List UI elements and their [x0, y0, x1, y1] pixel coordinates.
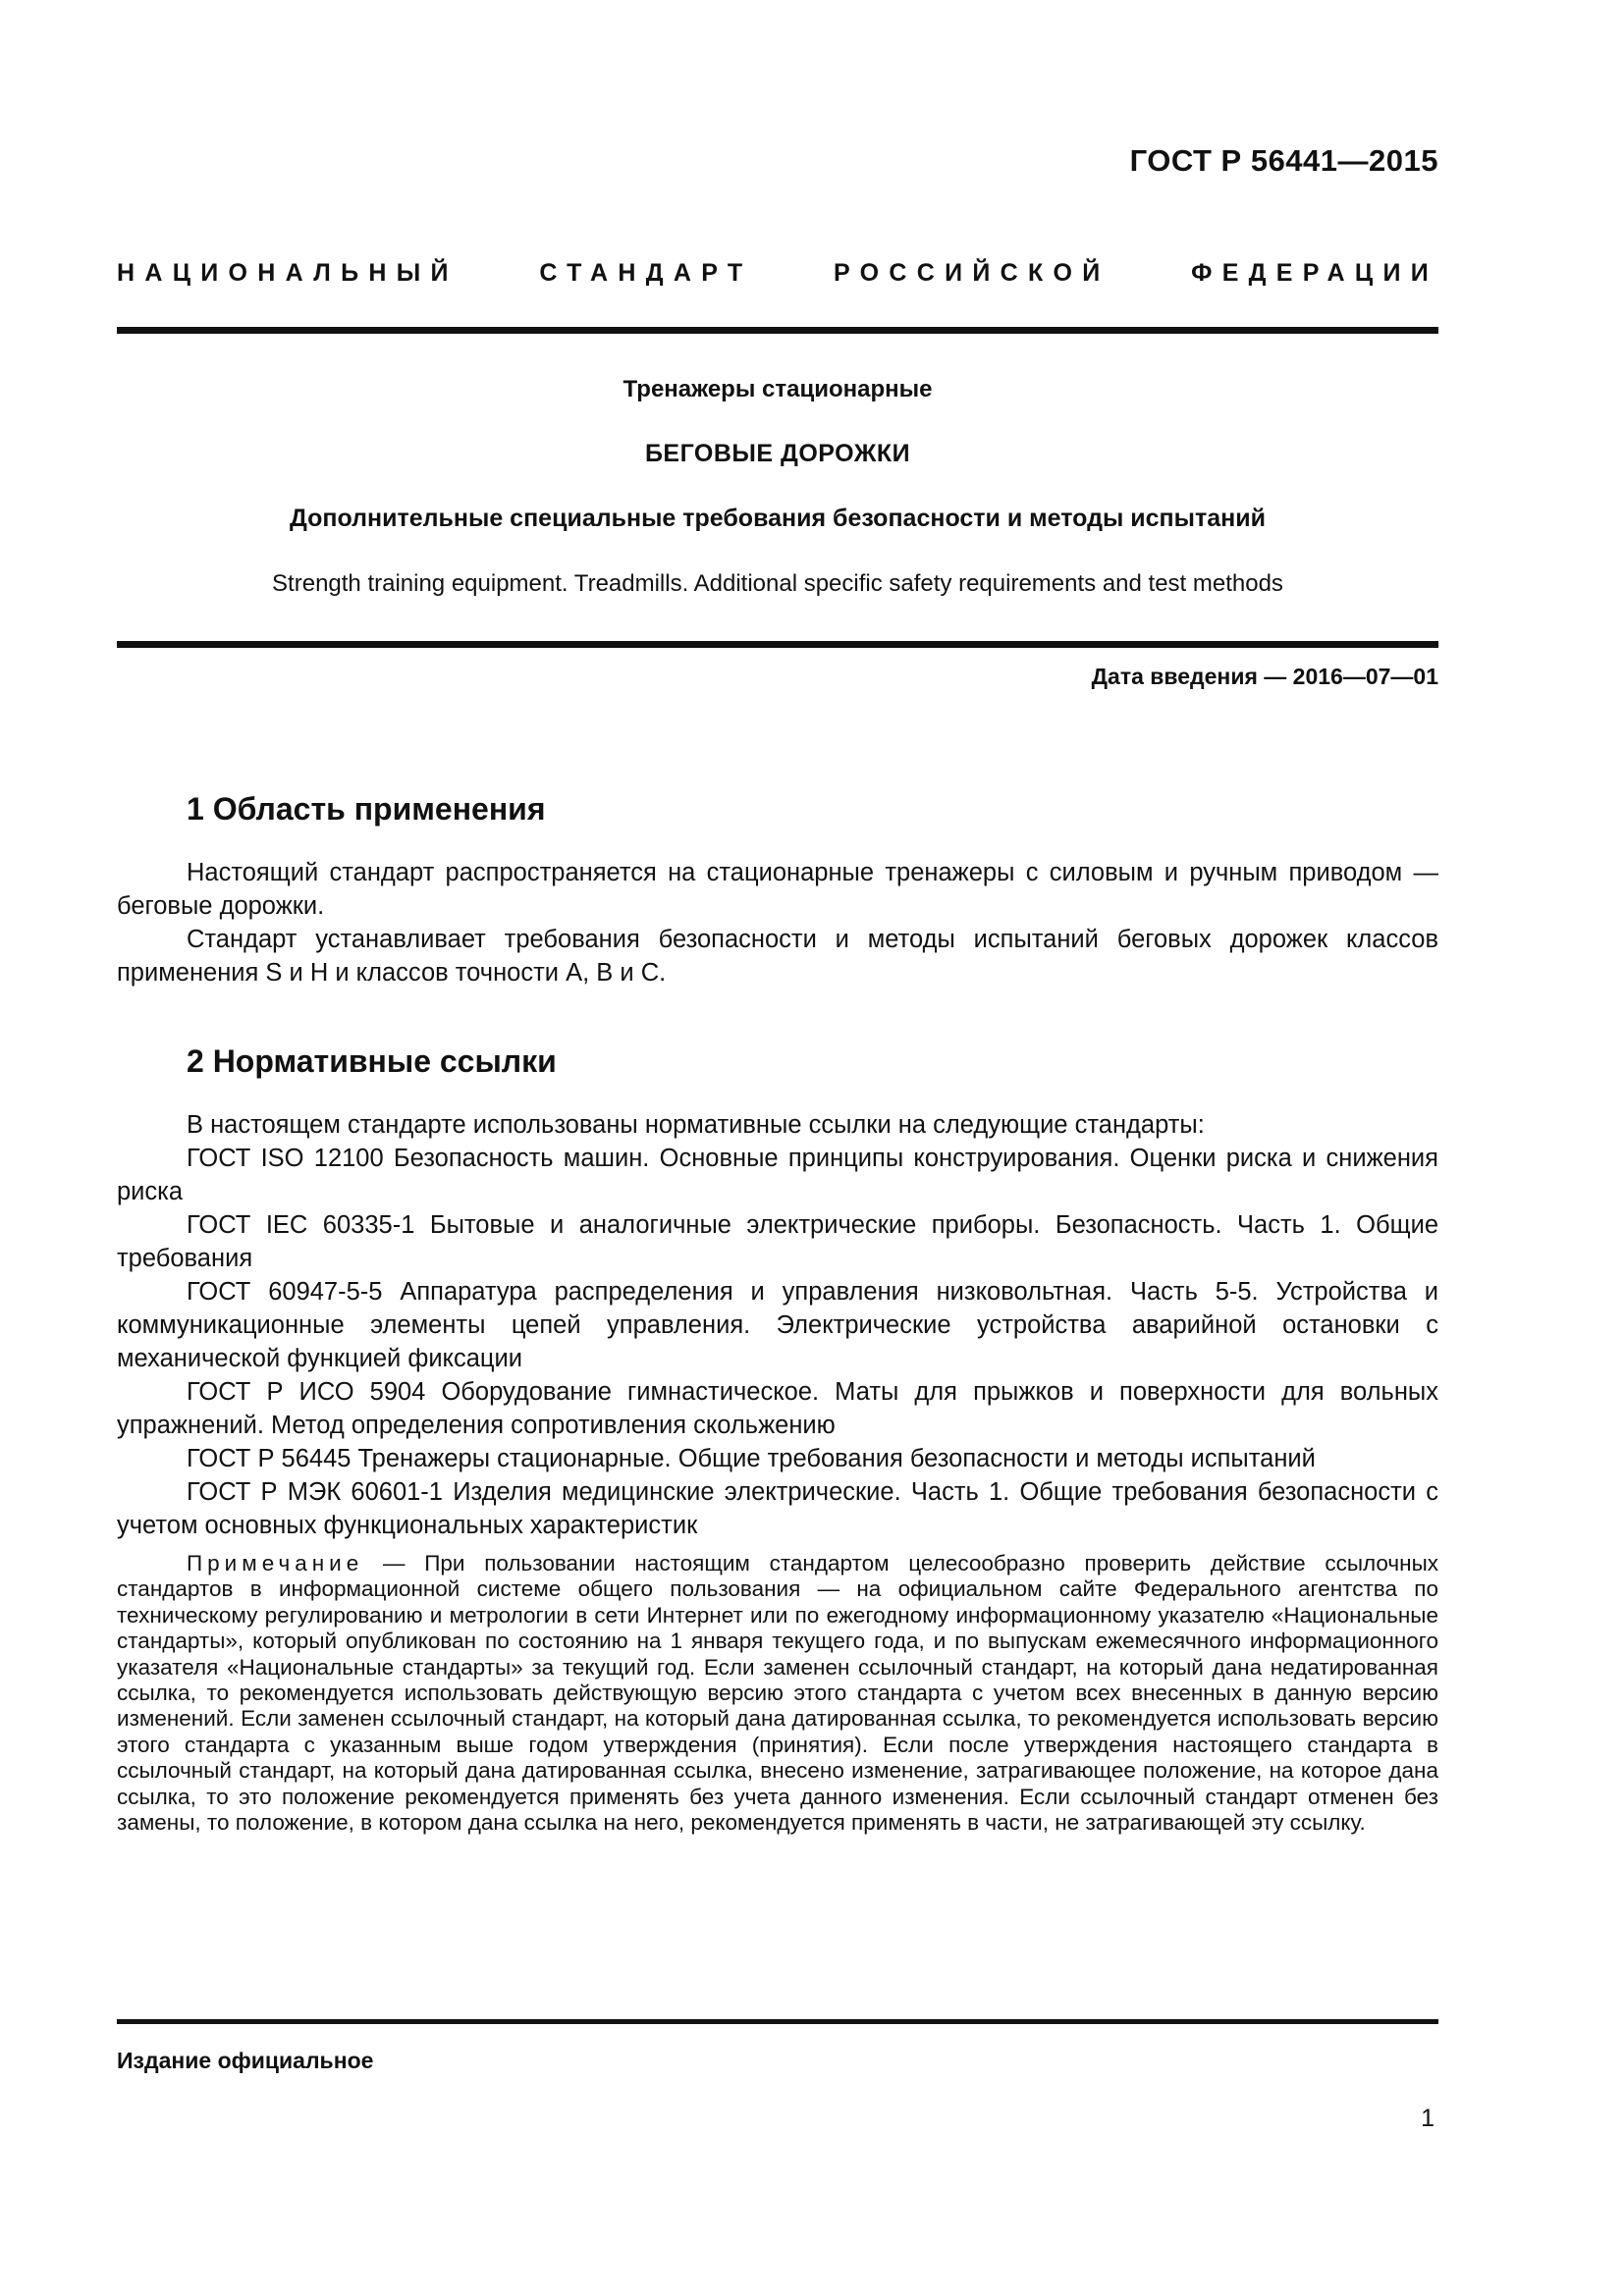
section-1-heading: 1 Область применения — [187, 791, 546, 827]
national-standard-title: НАЦИОНАЛЬНЫЙ СТАНДАРТ РОССИЙСКОЙ ФЕДЕРАЦИИ — [117, 259, 1438, 287]
paragraph: Стандарт устанавливает требования безопасности и методы испытаний беговых дорожек классов применения S и H и классов точности A, B и C. — [117, 926, 1438, 987]
note — [117, 1551, 1438, 1836]
page-number: 1 — [1421, 2105, 1435, 2132]
title-group: Тренажеры стационарные — [623, 376, 933, 402]
title-main: БЕГОВЫЕ ДОРОЖКИ — [644, 440, 911, 467]
standard-number: ГОСТ Р 56441—2015 — [1129, 143, 1438, 178]
title-rule — [117, 641, 1438, 648]
reference-item: ГОСТ Р МЭК 60601-1 Изделия медицинские электрические. Часть 1. Общие требования безопасности с учетом основных функциональных характеристик — [117, 1478, 1438, 1539]
title-english: Strength training equipment. Treadmills. Additional specific safety requirements and test methods — [272, 570, 1283, 597]
footer-rule — [117, 2019, 1438, 2024]
reference-item: ГОСТ Р ИСО 5904 Оборудование гимнастическое. Маты для прыжков и поверхности для вольных упражнений. Метод определения сопротивления скольжению — [117, 1378, 1438, 1439]
reference-item: ГОСТ ISO 12100 Безопасность машин. Основные принципы конструирования. Оценки риска и снижения риска — [117, 1145, 1438, 1205]
section-2-heading: 2 Нормативные ссылки — [187, 1043, 557, 1079]
paragraph: В настоящем стандарте использованы нормативные ссылки на следующие стандарты: — [187, 1111, 1205, 1139]
section-2-body — [117, 1108, 1438, 1542]
reference-item: ГОСТ 60947-5-5 Аппаратура распределения и управления низковольтная. Часть 5-5. Устройства и коммуникационные элементы цепей управления. Электрические устройства аварийной остановки с механической функцией фиксации — [117, 1278, 1438, 1372]
edition-label: Издание официальное — [117, 2048, 374, 2073]
paragraph: Настоящий стандарт распространяется на стационарные тренажеры с силовым и ручным приводом — беговые дорожки. — [117, 859, 1438, 920]
section-1-body — [117, 856, 1438, 989]
title-subtitle: Дополнительные специальные требования безопасности и методы испытаний — [290, 505, 1266, 532]
note-label: Примечание — [187, 1551, 364, 1575]
reference-item: ГОСТ IEC 60335-1 Бытовые и аналогичные электрические приборы. Безопасность. Часть 1. Общие требования — [117, 1211, 1438, 1272]
header-rule — [117, 327, 1438, 334]
introduction-date: Дата введения — 2016—07—01 — [1091, 664, 1438, 689]
reference-item: ГОСТ Р 56445 Тренажеры стационарные. Общие требования безопасности и методы испытаний — [187, 1445, 1316, 1472]
note-text: — При пользовании настоящим стандартом целесообразно проверить действие ссылочных стандартов в информационной системе общего пользования — на официальном сайте Федерального агентства по техническому регулированию и метрологии в сети Интернет или по ежегодному информационному указателю «Национальные стандарты», который опубликован по состоянию на 1 января текущего года, и по выпускам ежемесячного информационного указателя «Национальные стандарты» за текущий год. Если заменен ссылочный стандарт, на который дана недатированная ссылка, то рекомендуется использовать действующую версию этого стандарта с учетом всех внесенных в данную версию изменений. Если заменен ссылочный стандарт, на который дана датированная ссылка, то рекомендуется использовать версию этого стандарта с указанным выше годом утверждения (принятия). Если после утверждения настоящего стандарта в ссылочный стандарт, на который дана датированная ссылка, внесено изменение, затрагивающее положение, на которое дана ссылка, то это положение рекомендуется применять без учета данного изменения. Если ссылочный стандарт отменен без замены, то положение, в котором дана ссылка на него, рекомендуется применять в части, не затрагивающей эту ссылку. — [117, 1551, 1438, 1836]
